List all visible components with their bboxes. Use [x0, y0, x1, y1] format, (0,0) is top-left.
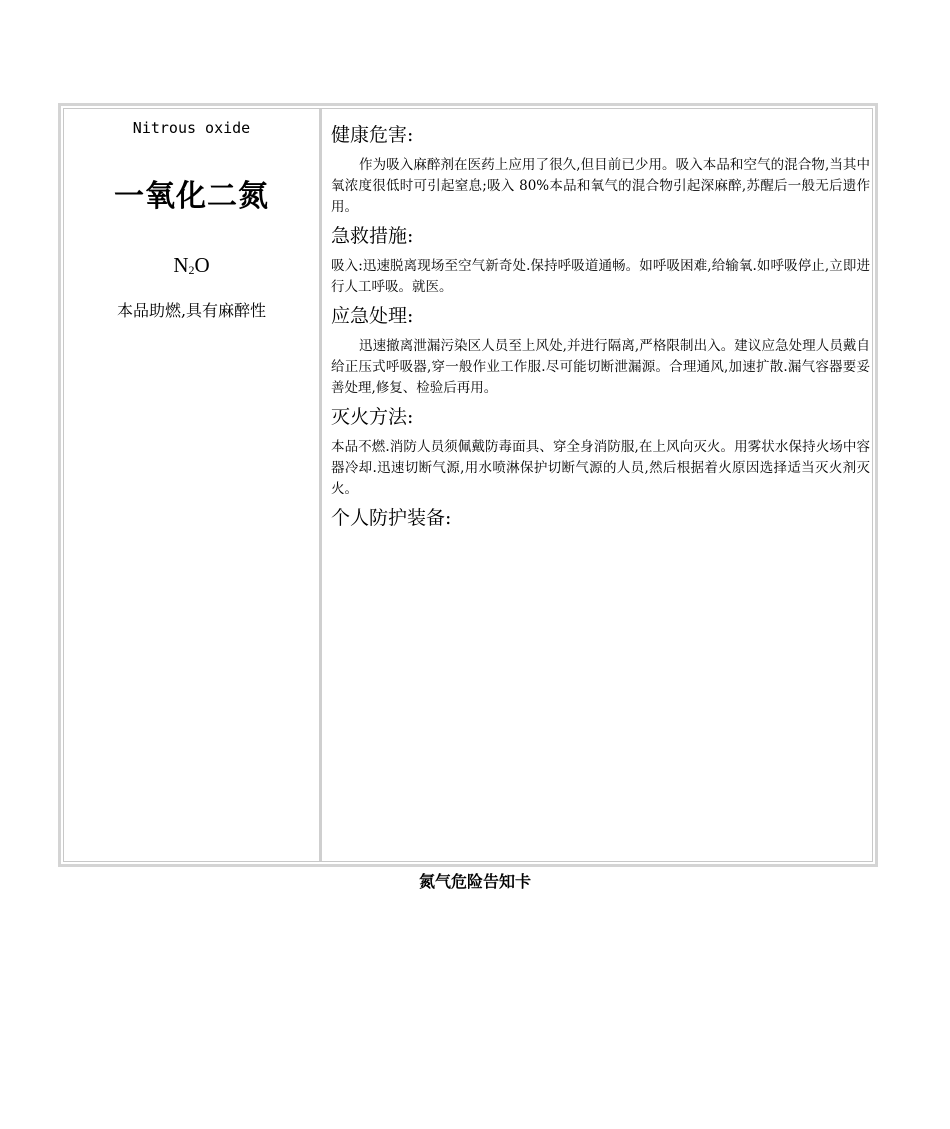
- chemical-formula: [64, 253, 319, 278]
- health-hazard-title: 健康危害:: [331, 124, 414, 146]
- chinese-name: 一氧化二氮: [114, 179, 269, 214]
- formula-n: N: [173, 253, 189, 277]
- first-aid-text: 吸入:迅速脱离现场至空气新奇处.保持呼吸道通畅。如呼吸困难,给输氧.如呼吸停止,立即进行人工呼吸。就医。: [331, 258, 870, 295]
- property-note: 本品助燃,具有麻醉性: [116, 301, 267, 320]
- health-hazard-text: 作为吸入麻醉剂在医药上应用了很久,但目前已少用。吸入本品和空气的混合物,当其中氧浓度很低时可引起窒息;吸入 80%本品和氧气的混合物引起深麻醉,苏醒后一般无后遗作用。: [331, 157, 870, 215]
- formula-o: O: [194, 253, 210, 277]
- firefighting-title: 灭火方法:: [331, 406, 414, 428]
- hazard-details-column: [325, 109, 872, 861]
- english-name: Nitrous oxide: [132, 119, 251, 137]
- ppe-title: 个人防护装备:: [331, 507, 452, 529]
- formula-subscript: 2: [188, 263, 195, 277]
- emergency-response-title: 应急处理:: [331, 305, 414, 327]
- emergency-response-text: 迅速撤离泄漏污染区人员至上风处,并进行隔离,严格限制出入。建议应急处理人员戴自给正压式呼吸器,穿一般作业工作服.尽可能切断泄漏源。合理通风,加速扩散.漏气容器要妥善处理,修复、检验后再用。: [331, 338, 870, 396]
- card-frame: [63, 108, 873, 862]
- hazard-card: [58, 103, 878, 867]
- firefighting-text: 本品不燃.消防人员须佩戴防毒面具、穿全身消防服,在上风向灭火。用雾状水保持火场中容器冷却.迅速切断气源,用水喷淋保护切断气源的人员,然后根据着火原因选择适当灭火剂灭火。: [331, 439, 870, 497]
- identity-column: [64, 109, 322, 861]
- first-aid-title: 急救措施:: [331, 225, 414, 247]
- card-caption: 氮气危险告知卡: [418, 872, 531, 891]
